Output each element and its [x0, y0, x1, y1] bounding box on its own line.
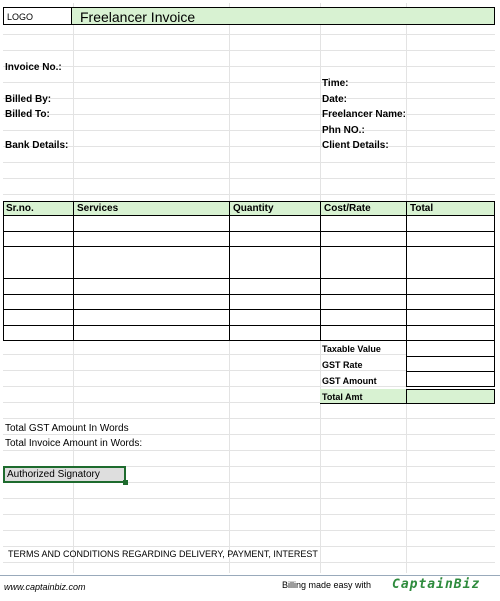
time-label: Time:: [322, 78, 349, 89]
table-row[interactable]: [3, 216, 495, 232]
invoice-no-label: Invoice No.:: [5, 62, 62, 73]
col-srno: Sr.no.: [6, 203, 34, 214]
footer-divider: [0, 575, 500, 576]
logo-text: LOGO: [7, 12, 34, 22]
items-table-header: [3, 201, 495, 216]
bank-details-label: Bank Details:: [5, 140, 69, 151]
footer-website[interactable]: www.captainbiz.com: [4, 582, 86, 592]
col-total: Total: [406, 202, 495, 215]
table-row[interactable]: [3, 279, 495, 295]
table-row[interactable]: [3, 247, 495, 279]
col-services: Services: [73, 202, 229, 215]
gst-amount-label: GST Amount: [322, 376, 377, 386]
invoice-title-cell[interactable]: [71, 7, 495, 25]
taxable-value-cell[interactable]: [406, 341, 495, 357]
col-quantity: Quantity: [229, 202, 320, 215]
invoice-words-label: Total Invoice Amount in Words:: [5, 438, 143, 449]
table-row[interactable]: [3, 232, 495, 247]
invoice-title: Freelancer Invoice: [80, 9, 196, 25]
table-border-right: [494, 201, 495, 341]
table-row[interactable]: [3, 310, 495, 326]
date-label: Date:: [322, 94, 348, 105]
total-amt-cell[interactable]: [406, 389, 495, 404]
phn-no-label: Phn NO.:: [322, 125, 365, 136]
fill-handle[interactable]: [123, 480, 128, 485]
billed-by-label: Billed By:: [5, 94, 52, 105]
gst-amount-cell[interactable]: [406, 372, 495, 387]
col-cost-rate: Cost/Rate: [320, 202, 406, 215]
footer-tagline: Billing made easy with: [282, 580, 372, 590]
taxable-value-label: Taxable Value: [322, 344, 381, 354]
billed-to-label: Billed To:: [5, 109, 50, 120]
table-row[interactable]: [3, 295, 495, 310]
table-border-left: [3, 201, 4, 341]
total-amt-label: Total Amt: [322, 392, 363, 402]
freelancer-name-label: Freelancer Name:: [322, 109, 406, 120]
table-divider: [229, 201, 230, 341]
table-divider: [73, 201, 74, 341]
gst-rate-cell[interactable]: [406, 357, 495, 372]
gst-words-label: Total GST Amount In Words: [5, 423, 129, 434]
gst-rate-label: GST Rate: [322, 360, 363, 370]
authorized-signatory-text: Authorized Signatory: [7, 469, 100, 480]
terms-text: TERMS AND CONDITIONS REGARDING DELIVERY, PAYMENT, INTEREST: [8, 549, 318, 559]
table-divider: [406, 201, 407, 341]
table-row[interactable]: [3, 326, 495, 341]
table-divider: [320, 201, 321, 341]
logo-cell[interactable]: [3, 7, 71, 25]
brand-logo: CaptainBiz: [392, 577, 481, 592]
client-details-label: Client Details:: [322, 140, 389, 151]
authorized-signatory-cell[interactable]: [3, 466, 126, 483]
